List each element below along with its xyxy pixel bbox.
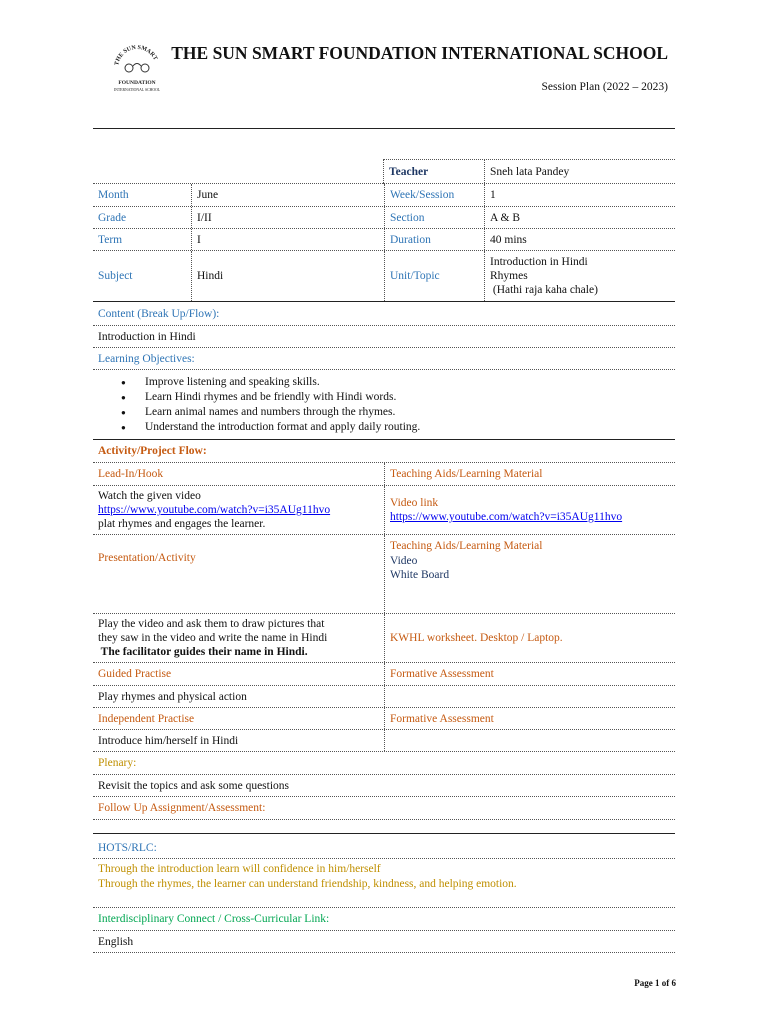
aid-whiteboard: White Board <box>390 569 450 581</box>
activity-label: Activity/Project Flow: <box>98 445 207 457</box>
section-label: Section <box>384 207 484 228</box>
independent-aids-empty <box>384 730 675 751</box>
plenary-label-row <box>93 752 675 775</box>
school-name: THE SUN SMART FOUNDATION INTERNATIONAL SCHOOL <box>171 43 668 63</box>
grade-row <box>93 207 675 229</box>
content-value-row <box>93 326 675 348</box>
plenary-value-row <box>93 775 675 797</box>
interdisciplinary-value: English <box>98 935 134 948</box>
objectives-list <box>98 375 420 435</box>
content-label-row <box>93 303 675 326</box>
presentation-text-2: they saw in the video and write the name in Hindi <box>98 632 328 644</box>
presentation-content-row <box>93 614 675 663</box>
grade-value: I/II <box>191 207 384 228</box>
lead-in-header-row <box>93 463 675 486</box>
lead-in-video-link[interactable]: https://www.youtube.com/watch?v=i35AUg11hvo <box>98 504 331 516</box>
objective-item: ● Learn Hindi rhymes and be friendly with Hindi words. <box>145 390 420 405</box>
interdisciplinary-label: Interdisciplinary Connect / Cross-Curricular Link: <box>98 913 330 925</box>
presentation-text-1: Play the video and ask them to draw pictures that <box>98 618 325 630</box>
video-link[interactable]: https://www.youtube.com/watch?v=i35AUg11hvo <box>390 511 623 523</box>
lead-in-text-2: plat rhymes and engages the learner. <box>98 518 266 530</box>
term-value: I <box>191 229 384 250</box>
logo-mid-text: FOUNDATION <box>118 80 156 86</box>
plenary-value: Revisit the topics and ask some questions <box>98 779 290 792</box>
hots-line-1: Through the introduction learn will confidence in him/herself <box>98 863 381 875</box>
interdisciplinary-value-row <box>93 931 675 953</box>
month-label: Month <box>98 189 129 201</box>
formative-label-2: Formative Assessment <box>384 708 675 729</box>
aid-video: Video <box>390 554 418 567</box>
unit-line-3: (Hathi raja kaha chale) <box>490 284 598 296</box>
independent-header-row <box>93 708 675 730</box>
session-plan-sheet <box>93 159 675 820</box>
objectives-list-row <box>93 370 675 440</box>
objective-item: ● Learn animal names and numbers through the rhymes. <box>145 405 420 420</box>
presentation-header-row <box>93 535 675 614</box>
teacher-value: Sneh lata Pandey <box>484 160 675 183</box>
logo-arc-text: THE SUN SMART <box>114 44 159 67</box>
logo-bottom-text: INTERNATIONAL SCHOOL <box>113 88 161 92</box>
followup-label-row <box>93 797 675 820</box>
objectives-label: Learning Objectives: <box>98 352 195 365</box>
interdisciplinary-label-row <box>93 908 675 931</box>
unit-line-2: Rhymes <box>490 270 528 282</box>
presentation-text-3: The facilitator guides their name in Hindi. <box>98 646 308 658</box>
formative-label-1: Formative Assessment <box>384 663 675 685</box>
independent-label: Independent Practise <box>98 712 195 725</box>
hots-label-row <box>93 838 675 859</box>
month-row <box>93 183 675 207</box>
independent-content-row <box>93 730 675 752</box>
subject-row <box>93 251 675 302</box>
activity-label-row <box>93 440 675 463</box>
content-label: Content (Break Up/Flow): <box>98 308 220 320</box>
unit-label: Unit/Topic <box>384 251 484 301</box>
unit-line-1: Introduction in Hindi <box>490 256 588 268</box>
guided-aids-empty <box>384 686 675 707</box>
week-label: Week/Session <box>384 184 484 206</box>
page-number: Page 1 of 6 <box>634 978 676 988</box>
plenary-label: Plenary: <box>98 757 137 769</box>
guided-label: Guided Practise <box>98 668 172 680</box>
lead-in-text: Watch the given video <box>98 490 201 502</box>
guided-header-row <box>93 663 675 686</box>
hots-content-row <box>93 859 675 908</box>
unit-value <box>484 251 675 301</box>
hots-line-2: Through the rhymes, the learner can understand friendship, kindness, and helping emotion. <box>98 877 517 890</box>
hots-section <box>93 838 675 953</box>
content-value: Introduction in Hindi <box>98 330 196 343</box>
followup-label: Follow Up Assignment/Assessment: <box>98 802 266 814</box>
objective-item: ● Improve listening and speaking skills. <box>145 375 420 390</box>
aids-label-2: Teaching Aids/Learning Material <box>390 540 543 552</box>
subject-value: Hindi <box>191 251 384 301</box>
teacher-row <box>383 159 675 184</box>
session-plan-year: Session Plan (2022 – 2023) <box>541 81 668 93</box>
aids-label-1: Teaching Aids/Learning Material <box>384 463 675 485</box>
guided-value: Play rhymes and physical action <box>98 690 247 703</box>
objectives-label-row <box>93 348 675 370</box>
header-rule <box>93 128 675 129</box>
month-value: June <box>191 184 384 206</box>
term-row <box>93 229 675 251</box>
video-link-label: Video link <box>390 497 439 509</box>
duration-label: Duration <box>384 229 484 250</box>
duration-value: 40 mins <box>484 229 675 250</box>
term-label: Term <box>98 233 123 246</box>
teacher-label: Teacher <box>383 160 484 183</box>
guided-content-row <box>93 686 675 708</box>
grade-label: Grade <box>98 211 127 224</box>
lead-in-label: Lead-In/Hook <box>98 468 164 480</box>
hots-label: HOTS/RLC: <box>98 842 157 854</box>
presentation-label: Presentation/Activity <box>98 552 196 564</box>
subject-label: Subject <box>98 270 133 282</box>
independent-value: Introduce him/herself in Hindi <box>98 734 239 747</box>
week-value: 1 <box>484 184 675 206</box>
lead-in-content-row <box>93 486 675 535</box>
kwhl-text: KWHL worksheet. Desktop / Laptop. <box>384 614 675 662</box>
section-value: A & B <box>484 207 675 228</box>
hots-rule <box>93 833 675 834</box>
objective-item: ● Understand the introduction format and apply daily routing. <box>145 420 420 435</box>
